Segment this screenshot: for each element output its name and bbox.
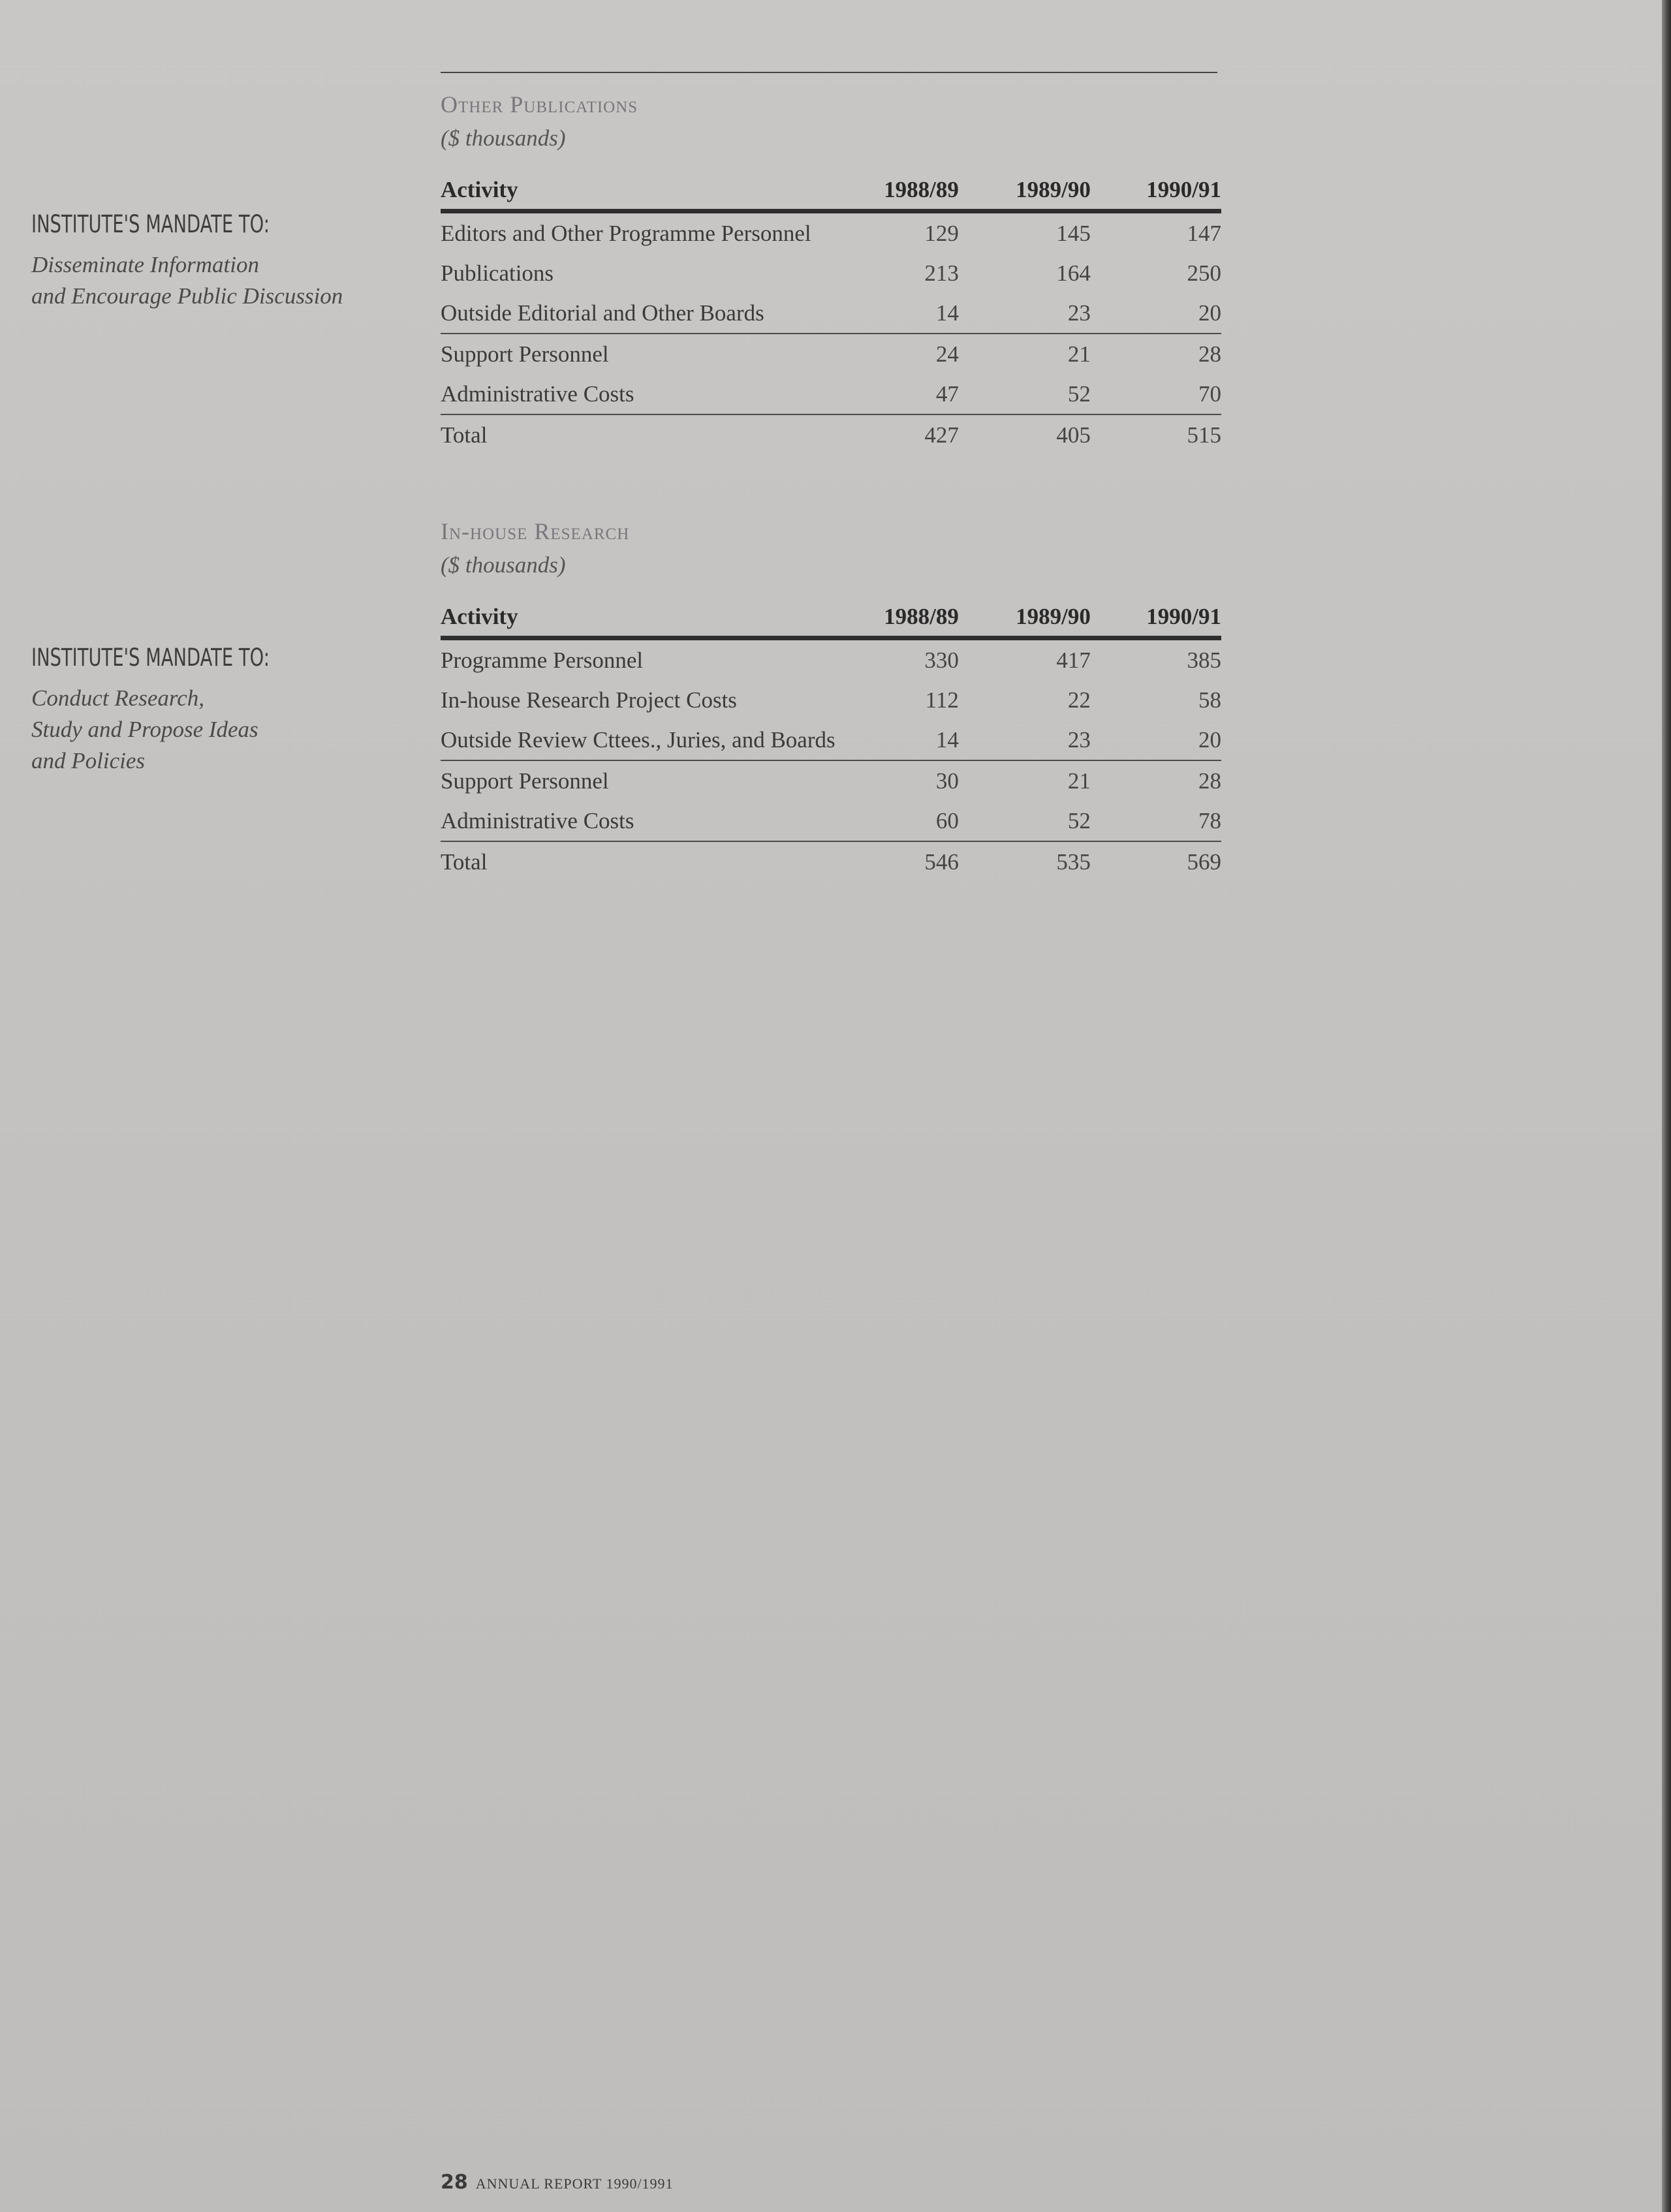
cell-value: 129	[924, 220, 959, 246]
cell-value: 427	[924, 422, 959, 448]
cell-value: 112	[925, 687, 959, 713]
column-header: 1988/89	[840, 171, 958, 211]
table-row	[441, 801, 1221, 841]
mandate-text	[31, 683, 397, 777]
column-header: 1989/90	[959, 171, 1091, 211]
table-row	[441, 680, 1221, 720]
mandate-line: Disseminate Information	[31, 252, 260, 277]
row-label: Outside Editorial and Other Boards	[441, 293, 840, 334]
table-total-row	[441, 841, 1221, 882]
row-label: Total	[441, 422, 488, 448]
cell-value: 21	[1067, 768, 1091, 794]
table-section-other-publications	[441, 90, 1221, 455]
row-label: Programme Personnel	[441, 647, 644, 673]
row-label: In-house Research Project Costs	[441, 687, 737, 713]
column-header: 1990/91	[1091, 171, 1221, 211]
cell-value: 417	[1056, 647, 1091, 673]
budget-table	[441, 171, 1221, 455]
cell-value: 47	[840, 374, 958, 414]
footer-text: ANNUAL REPORT 1990/1991	[475, 2175, 674, 2192]
table-row	[441, 720, 1221, 760]
cell-value: 20	[1091, 720, 1221, 760]
cell-value: 30	[935, 768, 959, 794]
mandate-line: Conduct Research,	[31, 685, 205, 711]
mandate-block-disseminate	[31, 210, 397, 312]
table-row	[441, 253, 1221, 293]
cell-value: 70	[1091, 374, 1221, 414]
mandate-heading: INSTITUTE'S MANDATE TO:	[31, 644, 270, 672]
cell-value: 52	[959, 801, 1091, 841]
cell-value: 164	[1056, 260, 1091, 286]
cell-value: 23	[959, 720, 1091, 760]
cell-value: 145	[1056, 220, 1091, 246]
section-title: Other Publications	[441, 91, 638, 117]
table-row	[441, 638, 1221, 681]
table-section-in-house-research	[441, 517, 1221, 882]
table-row	[441, 293, 1221, 334]
cell-value: 28	[1198, 768, 1221, 794]
row-label: Total	[441, 849, 488, 875]
column-header: 1989/90	[959, 598, 1091, 638]
cell-value: 147	[1187, 220, 1221, 246]
cell-value: 385	[1187, 647, 1221, 673]
section-unit: ($ thousands)	[441, 125, 566, 151]
mandate-text	[31, 249, 397, 312]
table-header-row	[441, 171, 1221, 211]
column-header: Activity	[441, 598, 840, 638]
page-edge-shadow	[1662, 0, 1671, 2212]
mandate-line: and Encourage Public Discussion	[31, 283, 343, 309]
row-label: Publications	[441, 260, 554, 286]
row-label: Administrative Costs	[441, 801, 840, 841]
cell-value: 330	[924, 647, 959, 673]
row-label: Support Personnel	[441, 768, 609, 794]
cell-value: 405	[1056, 422, 1091, 448]
cell-value: 250	[1187, 260, 1221, 286]
cell-value: 515	[1187, 422, 1221, 448]
cell-value: 14	[840, 293, 958, 334]
column-header: Activity	[441, 171, 840, 211]
row-label: Support Personnel	[441, 341, 609, 367]
column-header: 1988/89	[840, 598, 958, 638]
cell-value: 22	[1067, 687, 1091, 713]
mandate-line: Study and Propose Ideas	[31, 717, 258, 742]
row-label: Outside Review Cttees., Juries, and Boards	[441, 720, 840, 760]
page-footer	[441, 2171, 674, 2194]
cell-value: 23	[959, 293, 1091, 334]
cell-value: 58	[1198, 687, 1221, 713]
table-row	[441, 374, 1221, 414]
cell-value: 28	[1198, 341, 1221, 367]
table-row	[441, 760, 1221, 801]
table-header-row	[441, 598, 1221, 638]
cell-value: 78	[1091, 801, 1221, 841]
section-unit: ($ thousands)	[441, 552, 566, 578]
top-divider	[441, 72, 1217, 73]
table-row	[441, 334, 1221, 374]
cell-value: 213	[924, 260, 959, 286]
cell-value: 52	[959, 374, 1091, 414]
cell-value: 569	[1187, 849, 1221, 875]
row-label: Editors and Other Programme Personnel	[441, 220, 811, 246]
cell-value: 60	[840, 801, 958, 841]
mandate-heading: INSTITUTE'S MANDATE TO:	[31, 210, 270, 238]
table-total-row	[441, 414, 1221, 455]
column-header: 1990/91	[1091, 598, 1221, 638]
cell-value: 21	[1067, 341, 1091, 367]
row-label: Administrative Costs	[441, 374, 840, 414]
cell-value: 14	[840, 720, 958, 760]
mandate-block-research	[31, 644, 397, 777]
cell-value: 24	[935, 341, 959, 367]
cell-value: 546	[924, 849, 959, 875]
cell-value: 20	[1091, 293, 1221, 334]
mandate-line: and Policies	[31, 748, 145, 773]
table-row	[441, 211, 1221, 254]
cell-value: 535	[1056, 849, 1091, 875]
page-number: 28	[441, 2171, 468, 2194]
section-title: In-house Research	[441, 518, 630, 544]
budget-table	[441, 598, 1221, 882]
